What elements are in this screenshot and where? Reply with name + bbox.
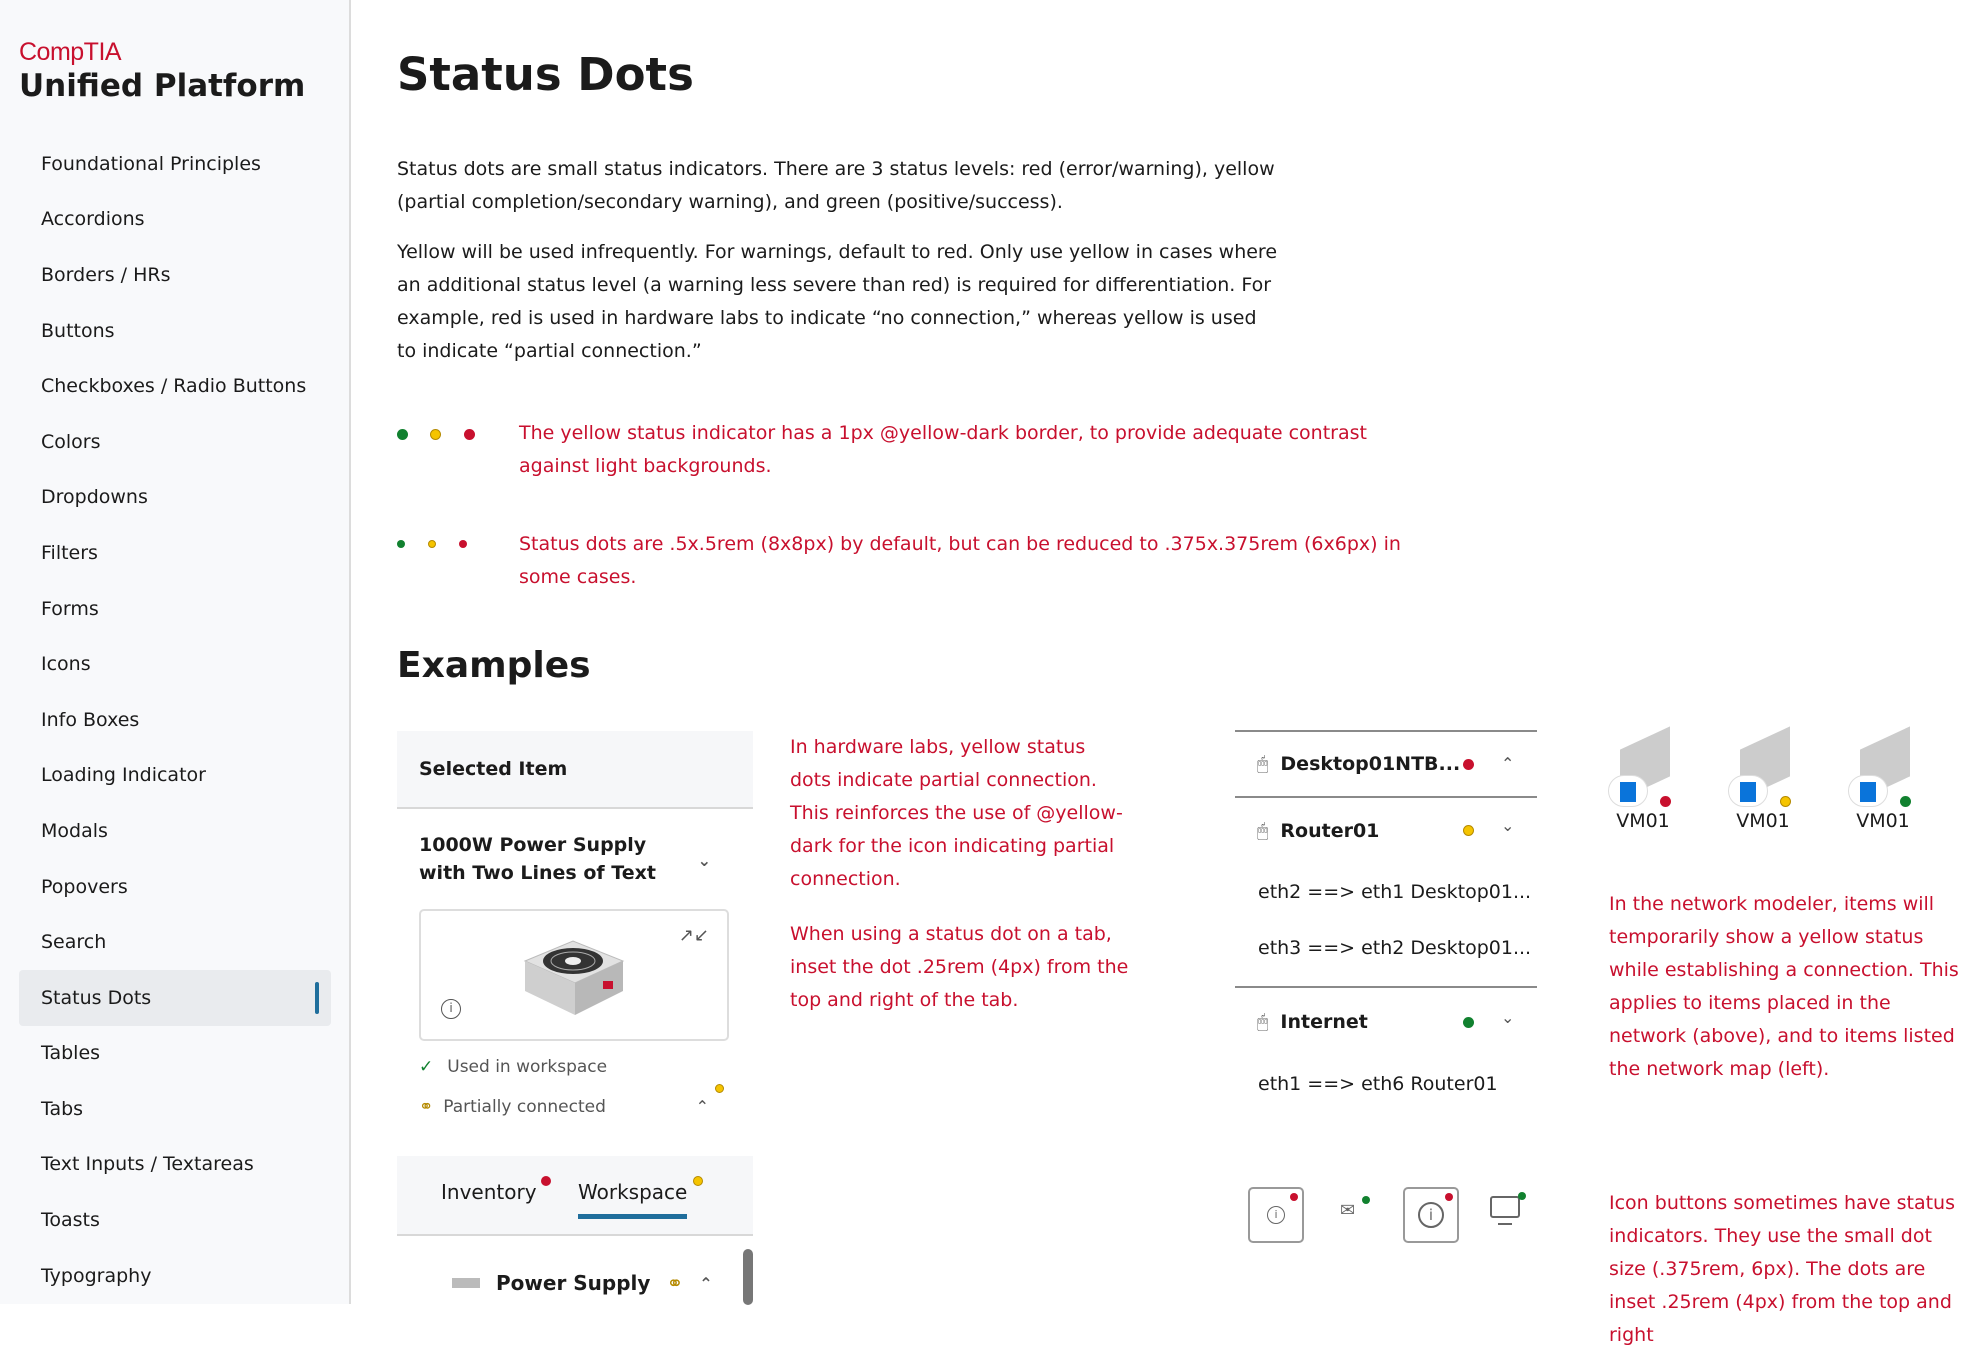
- intro-paragraph: Status dots are small status indicators. There are 3 status levels: red (error/warning), yellow (partial completion/secondary warning), and green (positive/success).: [397, 158, 1275, 213]
- vm-label: VM01: [1856, 810, 1910, 832]
- partial-status: [419, 1097, 729, 1117]
- sidebar-item-popovers[interactable]: Popovers: [41, 875, 128, 898]
- red-status-dot: [464, 429, 475, 440]
- network-list: [1235, 730, 1537, 1112]
- scrollbar[interactable]: [743, 1249, 753, 1305]
- green-status-dot: [1900, 796, 1911, 807]
- note-dot-size: Status dots are .5x.5rem (8x8px) by default, but can be reduced to .375x.375rem (6x6px) in some cases.: [519, 533, 1401, 588]
- sidebar-item-info-boxes[interactable]: Info Boxes: [41, 708, 140, 731]
- yellow-status-dot: [715, 1084, 724, 1093]
- collapse-icon[interactable]: ↗↙: [678, 925, 709, 946]
- item-image-card: [419, 909, 729, 1041]
- item-title: 1000W Power Supply with Two Lines of Text: [419, 834, 656, 884]
- used-status: [419, 1057, 607, 1077]
- info-icon[interactable]: i: [441, 999, 461, 1019]
- info-icon-button[interactable]: [1248, 1187, 1304, 1243]
- vm-label: VM01: [1616, 810, 1670, 832]
- sidebar-item-loading-indicator[interactable]: Loading Indicator: [41, 764, 206, 787]
- vm-label: VM01: [1736, 810, 1790, 832]
- partial-label: Partially connected: [443, 1097, 606, 1117]
- yellow-status-dot: [1463, 825, 1474, 836]
- chevron-up-icon[interactable]: ⌃: [699, 1273, 713, 1293]
- sidebar-item-status-dots[interactable]: Status Dots: [19, 970, 331, 1026]
- sidebar-item-modals[interactable]: Modals: [41, 819, 108, 842]
- sidebar-item-tables[interactable]: Tables: [41, 1042, 101, 1065]
- vm-node[interactable]: [1598, 730, 1688, 832]
- tab-label: Inventory: [441, 1180, 537, 1204]
- network-item-name: Desktop01NTB...: [1280, 753, 1461, 775]
- sidebar-nav: [19, 136, 331, 1303]
- broken-link-icon: ⚭: [419, 1097, 434, 1117]
- yellow-status-dot: [1780, 796, 1791, 807]
- network-item-name: Router01: [1280, 820, 1380, 842]
- sidebar-item-dropdowns[interactable]: Dropdowns: [41, 486, 148, 509]
- red-status-dot: [1660, 796, 1671, 807]
- tab-workspace[interactable]: [578, 1180, 687, 1219]
- sidebar-item-forms[interactable]: Forms: [41, 597, 99, 620]
- red-status-dot: [1290, 1193, 1298, 1201]
- monitor-icon: 🖱: [1257, 820, 1269, 842]
- sidebar-item-icons[interactable]: Icons: [41, 653, 91, 676]
- note-yellow-border: The yellow status indicator has a 1px @yellow-dark border, to provide adequate contrast against light backgrounds.: [519, 422, 1367, 477]
- network-item-router[interactable]: [1235, 798, 1537, 864]
- chevron-down-icon[interactable]: ⌄: [1501, 1008, 1515, 1027]
- icon-button-note: Icon buttons sometimes have status indicators. They use the small dot size (.375rem, 6px). The dots are inset .25rem (4px) from the top and right: [1609, 1192, 1955, 1346]
- sidebar-item-accordions[interactable]: Accordions: [41, 208, 145, 231]
- list-item-label: Power Supply: [496, 1271, 651, 1295]
- mail-icon-button[interactable]: [1340, 1200, 1370, 1230]
- hardware-lab-note: In hardware labs, yellow status dots indicate partial connection. This reinforces the use of @yellow-dark for the icon indicating partial connection.: [790, 736, 1123, 890]
- page-title: Status Dots: [397, 48, 694, 101]
- brand-title: Unified Platform: [19, 68, 306, 104]
- broken-link-icon: ⚭: [666, 1271, 684, 1295]
- small-green-status-dot: [397, 540, 405, 548]
- info-icon: i: [1267, 1206, 1285, 1224]
- sidebar-item-search[interactable]: Search: [41, 931, 107, 954]
- vm-node[interactable]: [1838, 730, 1928, 832]
- sidebar-item-borders[interactable]: Borders / HRs: [41, 263, 171, 286]
- monitor-icon: 🖱: [1257, 753, 1269, 775]
- green-status-dot: [1463, 1017, 1474, 1028]
- selected-item-panel: [397, 731, 753, 1304]
- green-status-dot: [397, 429, 408, 440]
- power-supply-image: [521, 933, 625, 1017]
- yellow-status-dot: [430, 429, 441, 440]
- vm-icon: [1718, 730, 1808, 810]
- sidebar-item-colors[interactable]: Colors: [41, 430, 101, 453]
- sidebar-item-typography[interactable]: Typography: [41, 1264, 152, 1287]
- used-label: Used in workspace: [447, 1057, 608, 1077]
- check-icon: ✓: [419, 1057, 434, 1077]
- examples-heading: Examples: [397, 645, 591, 686]
- chevron-up-icon[interactable]: ⌃: [1501, 754, 1515, 773]
- green-status-dot: [1518, 1192, 1526, 1200]
- sidebar-item-filters[interactable]: Filters: [41, 541, 98, 564]
- red-status-dot: [1463, 759, 1474, 770]
- small-yellow-status-dot: [428, 540, 436, 548]
- power-supply-row[interactable]: [452, 1271, 713, 1295]
- info-icon: i: [1418, 1202, 1444, 1228]
- vm-icon: [1838, 730, 1928, 810]
- sidebar-item-foundational-principles[interactable]: Foundational Principles: [41, 152, 261, 175]
- sidebar-item-text-inputs[interactable]: Text Inputs / Textareas: [41, 1153, 254, 1176]
- monitor-icon-button[interactable]: [1490, 1196, 1526, 1232]
- sidebar: [0, 0, 351, 1304]
- panel-header: Selected Item: [397, 731, 753, 809]
- mail-icon: ✉: [1340, 1200, 1356, 1221]
- chevron-up-icon[interactable]: ⌃: [695, 1097, 709, 1116]
- red-status-dot: [1445, 1193, 1453, 1201]
- info-icon-button-large[interactable]: [1403, 1187, 1459, 1243]
- small-red-status-dot: [459, 540, 467, 548]
- yellow-status-dot: [693, 1176, 703, 1186]
- chevron-down-icon[interactable]: ⌄: [697, 851, 711, 870]
- network-item-name: Internet: [1280, 1011, 1368, 1033]
- tab-dot-note: When using a status dot on a tab, inset the dot .25rem (4px) from the top and right of the tab.: [790, 923, 1129, 1011]
- sidebar-item-tabs[interactable]: Tabs: [41, 1097, 84, 1120]
- sidebar-item-toasts[interactable]: Toasts: [41, 1209, 100, 1232]
- vm-icon: [1598, 730, 1688, 810]
- monitor-icon: [1490, 1196, 1520, 1218]
- comptia-logo[interactable]: CompTIA: [19, 38, 122, 66]
- tab-inventory[interactable]: [441, 1180, 537, 1204]
- green-status-dot: [1362, 1196, 1370, 1204]
- red-status-dot: [541, 1176, 551, 1186]
- sidebar-item-buttons[interactable]: Buttons: [41, 319, 115, 342]
- tab-bar: [397, 1156, 753, 1236]
- network-modeler-note: In the network modeler, items will temporarily show a yellow status while establishing a connection. This applies to items placed in the network (above), and to items listed the network map (left).: [1609, 893, 1959, 1080]
- vm-node[interactable]: [1718, 730, 1808, 832]
- usage-paragraph: Yellow will be used infrequently. For warnings, default to red. Only use yellow in cases where an additional status level (a warning less severe than red) is required for differentiation. For example, red is used in hardware labs to indicate “no connection,” whereas yellow is used to indicate “partial connection.”: [397, 241, 1278, 362]
- monitor-icon: 🖱: [1257, 1011, 1269, 1033]
- connection-row: eth1 ==> eth6 Router01: [1258, 1073, 1498, 1095]
- sidebar-item-checkboxes[interactable]: Checkboxes / Radio Buttons: [41, 375, 307, 398]
- network-item-desktop[interactable]: [1235, 732, 1537, 798]
- item-accordion[interactable]: [397, 809, 753, 909]
- connection-row: eth3 ==> eth2 Desktop01...: [1258, 937, 1532, 959]
- network-item-internet[interactable]: [1235, 986, 1537, 1056]
- power-supply-icon: [452, 1278, 480, 1288]
- connection-row: eth2 ==> eth1 Desktop01...: [1258, 881, 1532, 903]
- chevron-down-icon[interactable]: ⌄: [1501, 816, 1515, 835]
- tab-label: Workspace: [578, 1180, 688, 1204]
